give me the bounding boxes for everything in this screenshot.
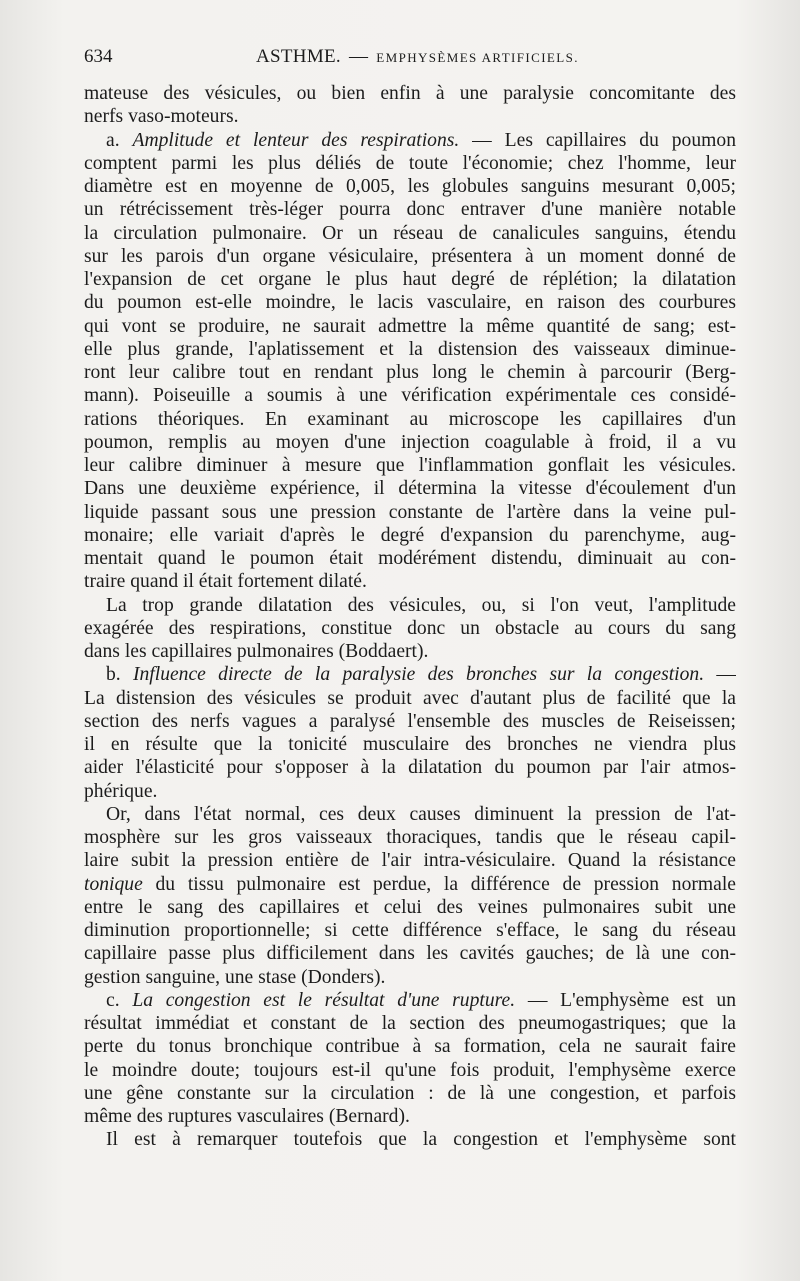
text-segment: aider l'élasticité pour s'opposer à la dilatation du poumon par l'air atmos- bbox=[84, 757, 736, 779]
text-segment: rations théoriques. En examinant au microscope les capillaires d'un bbox=[84, 408, 736, 430]
text-line bbox=[84, 803, 736, 826]
text-segment: capillaire passe plus difficilement dans les cavités gauches; de là une con- bbox=[84, 943, 736, 965]
text-line bbox=[84, 175, 736, 198]
text-segment: — bbox=[704, 664, 736, 686]
text-line bbox=[84, 1105, 736, 1128]
text-line bbox=[84, 756, 736, 779]
text-line bbox=[84, 942, 736, 965]
text-segment: section des nerfs vagues a paralysé l'ensemble des muscles de Reiseissen; bbox=[84, 710, 736, 732]
text-segment: qui vont se produire, ne saurait admettre la même quantité de sang; est- bbox=[84, 315, 736, 337]
text-segment: le moindre doute; toujours est-il qu'une fois produit, l'emphysème exerce bbox=[84, 1059, 736, 1081]
text-line bbox=[84, 222, 736, 245]
text-line bbox=[84, 1035, 736, 1058]
text-segment: poumon, remplis au moyen d'une injection coagulable à froid, il a vu bbox=[84, 431, 736, 453]
italic-text: tonique bbox=[84, 873, 143, 895]
section-title: EMPHYSÈMES ARTIFICIELS. bbox=[376, 50, 579, 65]
text-line bbox=[84, 989, 736, 1012]
text-line bbox=[84, 82, 736, 105]
text-line bbox=[84, 1012, 736, 1035]
text-line bbox=[84, 105, 736, 128]
italic-text: La congestion est le résultat d'une rupture. bbox=[132, 989, 516, 1011]
text-line bbox=[84, 408, 736, 431]
chapter-title: ASTHME. bbox=[256, 46, 341, 67]
text-segment: Il est à remarquer toutefois que la congestion et l'emphysème sont bbox=[106, 1129, 736, 1151]
text-segment: comptent parmi les plus déliés de toute l'économie; chez l'homme, leur bbox=[84, 152, 736, 174]
text-segment: l'expansion de cet organe le plus haut degré de réplétion; la dilatation bbox=[84, 269, 736, 290]
text-line bbox=[84, 710, 736, 733]
text-segment: mentait quand le poumon était modérément distendu, diminuait au con- bbox=[84, 548, 736, 569]
text-segment: même des ruptures vasculaires (Bernard). bbox=[84, 1106, 410, 1127]
italic-text: Amplitude et lenteur des respirations. bbox=[132, 129, 460, 151]
text-segment: exagérée des respirations, constitue donc un obstacle au cours du sang bbox=[84, 617, 736, 639]
text-segment: La distension des vésicules se produit avec d'autant plus de facilité que la bbox=[84, 687, 736, 709]
text-line bbox=[84, 570, 736, 593]
text-segment: — L'emphysème est un bbox=[515, 989, 736, 1011]
text-segment: c. bbox=[106, 989, 133, 1011]
text-segment: phérique. bbox=[84, 780, 158, 802]
text-line bbox=[84, 198, 736, 221]
text-line bbox=[84, 361, 736, 384]
text-line bbox=[84, 733, 736, 756]
text-segment: mateuse des vésicules, ou bien enfin à une paralysie concomitante des bbox=[84, 83, 736, 104]
text-line bbox=[84, 873, 736, 896]
text-line bbox=[84, 663, 736, 686]
text-segment: liquide passant sous une pression constante de l'artère dans la veine pul- bbox=[84, 501, 736, 523]
text-line bbox=[84, 338, 736, 361]
text-line bbox=[84, 129, 736, 152]
text-line bbox=[84, 1082, 736, 1105]
text-segment: b. bbox=[106, 664, 133, 686]
text-line bbox=[84, 1128, 736, 1151]
text-line bbox=[84, 245, 736, 268]
text-line bbox=[84, 384, 736, 407]
text-line bbox=[84, 431, 736, 454]
text-segment: traire quand il était fortement dilaté. bbox=[84, 571, 367, 593]
running-title bbox=[256, 46, 579, 68]
text-line bbox=[84, 454, 736, 477]
text-line bbox=[84, 640, 736, 663]
text-line bbox=[84, 501, 736, 524]
body-text bbox=[84, 82, 736, 1152]
running-header bbox=[84, 46, 736, 74]
text-segment: diminution proportionnelle; si cette différence s'efface, le sang du réseau bbox=[84, 920, 736, 941]
text-segment: résultat immédiat et constant de la section des pneumogastriques; que la bbox=[84, 1013, 736, 1034]
text-segment: mosphère sur les gros vaisseaux thoraciques, tandis que le réseau capil- bbox=[84, 827, 736, 848]
text-segment: entre le sang des capillaires et celui des veines pulmonaires subit une bbox=[84, 896, 736, 918]
text-segment: laire subit la pression entière de l'air intra-vésiculaire. Quand la résistance bbox=[84, 850, 736, 872]
text-line bbox=[84, 477, 736, 500]
text-segment: sur les parois d'un organe vésiculaire, présentera à un moment donné de bbox=[84, 245, 736, 267]
text-line bbox=[84, 849, 736, 872]
text-line bbox=[84, 524, 736, 547]
text-line bbox=[84, 780, 736, 803]
italic-text: Influence directe de la paralysie des bronches sur la congestion. bbox=[132, 664, 705, 686]
text-segment: une gêne constante sur la circulation : de là une congestion, et parfois bbox=[84, 1082, 736, 1104]
text-line bbox=[84, 291, 736, 314]
text-segment: Or, dans l'état normal, ces deux causes diminuent la pression de l'at- bbox=[106, 803, 736, 825]
text-line bbox=[84, 617, 736, 640]
text-line bbox=[84, 1059, 736, 1082]
text-segment: monaire; elle variait d'après le degré d'expansion du parenchyme, aug- bbox=[84, 524, 736, 546]
text-line bbox=[84, 594, 736, 617]
text-line bbox=[84, 919, 736, 942]
page-number: 634 bbox=[84, 46, 113, 67]
text-segment: elle plus grande, l'aplatissement et la distension des vaisseaux diminue- bbox=[84, 338, 736, 360]
text-segment: du poumon est-elle moindre, le lacis vasculaire, en raison des courbures bbox=[84, 292, 736, 314]
title-separator: — bbox=[348, 46, 369, 67]
text-line bbox=[84, 152, 736, 175]
text-line bbox=[84, 268, 736, 291]
text-segment: La trop grande dilatation des vésicules, ou, si l'on veut, l'amplitude bbox=[106, 594, 736, 616]
text-line bbox=[84, 315, 736, 338]
text-segment: perte du tonus bronchique contribue à sa formation, cela ne saurait faire bbox=[84, 1036, 736, 1058]
text-line bbox=[84, 547, 736, 570]
text-line bbox=[84, 966, 736, 989]
text-segment: leur calibre diminuer à mesure que l'inflammation gonflait les vésicules. bbox=[84, 455, 736, 476]
text-segment: a. bbox=[106, 129, 133, 151]
text-line bbox=[84, 826, 736, 849]
text-segment: diamètre est en moyenne de 0,005, les globules sanguins mesurant 0,005; bbox=[84, 176, 736, 197]
text-line bbox=[84, 896, 736, 919]
text-segment: du tissu pulmonaire est perdue, la différence de pression normale bbox=[142, 873, 736, 895]
text-segment: ront leur calibre tout en rendant plus long le chemin à parcourir (Berg- bbox=[84, 362, 736, 383]
text-segment: nerfs vaso-moteurs. bbox=[84, 106, 239, 128]
text-segment: Dans une deuxième expérience, il détermina la vitesse d'écoulement d'un bbox=[84, 478, 736, 500]
text-line bbox=[84, 687, 736, 710]
text-segment: mann). Poiseuille a soumis à une vérification expérimentale ces considé- bbox=[84, 385, 736, 407]
text-segment: dans les capillaires pulmonaires (Boddaert). bbox=[84, 641, 429, 662]
text-segment: un rétrécissement très-léger pourra donc entraver d'une manière notable bbox=[84, 199, 736, 221]
text-segment: gestion sanguine, une stase (Donders). bbox=[84, 966, 386, 988]
text-segment: — Les capillaires du poumon bbox=[459, 129, 736, 151]
text-segment: il en résulte que la tonicité musculaire des bronches ne viendra plus bbox=[84, 734, 736, 755]
text-segment: la circulation pulmonaire. Or un réseau de canalicules sanguins, étendu bbox=[84, 222, 736, 244]
